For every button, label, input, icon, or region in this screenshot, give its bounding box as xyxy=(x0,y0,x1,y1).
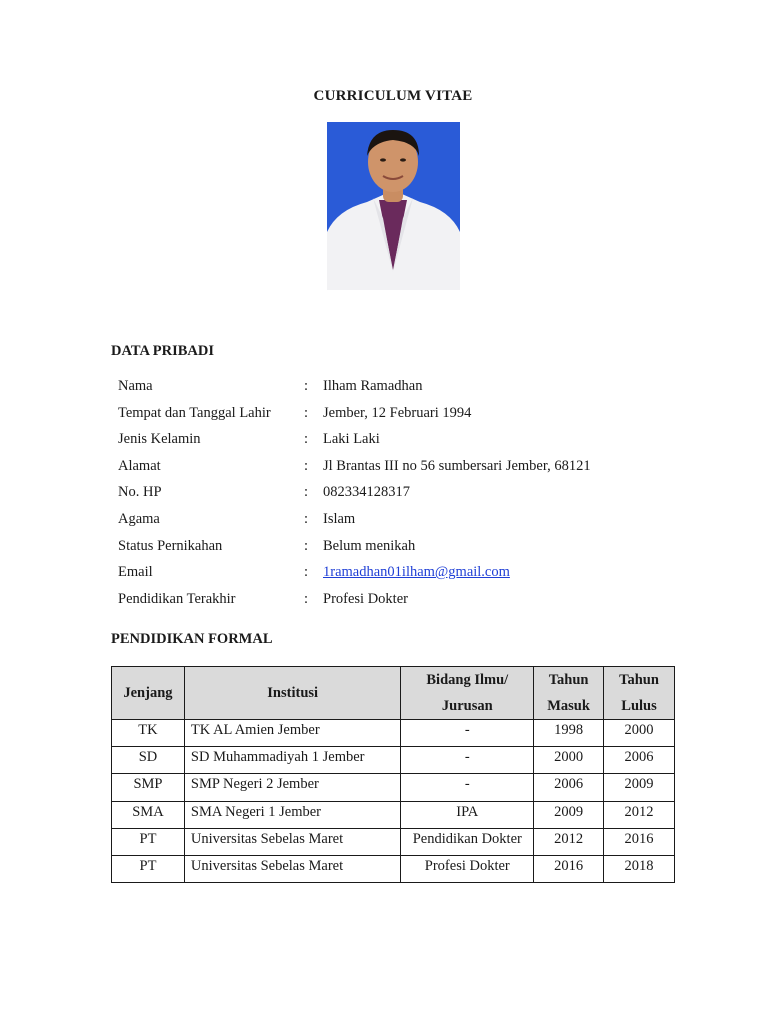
cell-masuk: 2006 xyxy=(534,774,604,801)
section-heading-formal-education: PENDIDIKAN FORMAL xyxy=(111,631,273,647)
colon: : xyxy=(304,457,309,474)
cell-institusi: SMP Negeri 2 Jember xyxy=(184,774,401,801)
header-masuk-line2: Masuk xyxy=(547,698,590,714)
cell-lulus: 2000 xyxy=(604,720,675,747)
cell-masuk: 2000 xyxy=(534,747,604,774)
header-tahun-masuk xyxy=(534,667,604,720)
profile-photo xyxy=(327,122,460,290)
colon: : xyxy=(304,537,309,554)
cell-masuk: 2016 xyxy=(534,855,604,882)
personal-label: Nama xyxy=(118,378,153,394)
cell-lulus: 2012 xyxy=(604,801,675,828)
header-tahun-lulus xyxy=(604,667,675,720)
cell-lulus: 2006 xyxy=(604,747,675,774)
personal-row-email xyxy=(118,561,678,588)
cell-institusi: TK AL Amien Jember xyxy=(184,720,401,747)
header-masuk-line1: Tahun xyxy=(548,672,589,688)
cell-jenjang: PT xyxy=(112,828,185,855)
cell-bidang: - xyxy=(401,720,534,747)
cell-bidang: IPA xyxy=(401,801,534,828)
cell-jenjang: PT xyxy=(112,855,185,882)
cell-bidang: Pendidikan Dokter xyxy=(401,828,534,855)
cell-bidang: Profesi Dokter xyxy=(401,855,534,882)
cell-lulus: 2016 xyxy=(604,828,675,855)
personal-label: Agama xyxy=(118,510,160,527)
personal-label: Pendidikan Terakhir xyxy=(118,590,236,607)
table-row xyxy=(112,774,675,801)
personal-row-name xyxy=(118,375,678,402)
colon: : xyxy=(304,431,309,448)
table-row xyxy=(112,747,675,774)
cell-masuk: 1998 xyxy=(534,720,604,747)
personal-label: Email xyxy=(118,564,153,581)
cell-lulus: 2009 xyxy=(604,774,675,801)
header-lulus-line1: Tahun xyxy=(619,672,659,688)
cell-masuk: 2012 xyxy=(534,828,604,855)
personal-value: Jl Brantas III no 56 sumbersari Jember, 68121 xyxy=(323,457,591,474)
personal-row-phone xyxy=(118,481,678,508)
personal-row-education xyxy=(118,588,678,615)
table-row xyxy=(112,801,675,828)
header-lulus-line2: Lulus xyxy=(621,698,657,714)
colon: : xyxy=(304,404,309,421)
cell-jenjang: TK xyxy=(112,720,185,747)
personal-value: 082334128317 xyxy=(323,484,410,501)
education-table xyxy=(111,666,675,883)
cell-bidang: - xyxy=(401,747,534,774)
personal-label: Tempat dan Tanggal Lahir xyxy=(118,404,271,421)
personal-row-address xyxy=(118,455,678,482)
cell-bidang: - xyxy=(401,774,534,801)
personal-row-religion xyxy=(118,508,678,535)
personal-value: Islam xyxy=(323,510,356,527)
personal-label: Alamat xyxy=(118,457,161,474)
cell-lulus: 2018 xyxy=(604,855,675,882)
cv-title: CURRICULUM VITAE xyxy=(313,88,473,104)
personal-value: Laki Laki xyxy=(323,431,380,448)
personal-data-list xyxy=(118,375,678,614)
cell-jenjang: SMP xyxy=(112,774,185,801)
colon: : xyxy=(304,484,309,501)
header-institusi: Institusi xyxy=(184,667,401,720)
table-header-row xyxy=(112,667,675,720)
personal-value: Ilham Ramadhan xyxy=(323,378,423,394)
personal-row-gender xyxy=(118,428,678,455)
colon: : xyxy=(304,564,309,581)
personal-row-birth xyxy=(118,402,678,429)
personal-value: Profesi Dokter xyxy=(323,590,408,607)
cell-institusi: SMA Negeri 1 Jember xyxy=(184,801,401,828)
cell-institusi: Universitas Sebelas Maret xyxy=(184,855,401,882)
personal-label: No. HP xyxy=(118,484,162,501)
colon: : xyxy=(304,378,309,394)
email-link[interactable]: 1ramadhan01ilham@gmail.com xyxy=(323,564,510,581)
header-bidang-line2: Jurusan xyxy=(441,698,493,714)
header-bidang-line1: Bidang Ilmu/ xyxy=(426,672,509,688)
cell-jenjang: SD xyxy=(112,747,185,774)
table-row xyxy=(112,828,675,855)
personal-row-marital xyxy=(118,535,678,562)
personal-value: Jember, 12 Februari 1994 xyxy=(323,404,472,421)
cell-masuk: 2009 xyxy=(534,801,604,828)
table-row xyxy=(112,855,675,882)
cell-jenjang: SMA xyxy=(112,801,185,828)
personal-label: Jenis Kelamin xyxy=(118,431,201,448)
cell-institusi: Universitas Sebelas Maret xyxy=(184,828,401,855)
section-heading-personal: DATA PRIBADI xyxy=(111,343,214,359)
personal-value: Belum menikah xyxy=(323,537,416,554)
header-bidang xyxy=(401,667,534,720)
colon: : xyxy=(304,510,309,527)
table-row xyxy=(112,720,675,747)
personal-label: Status Pernikahan xyxy=(118,537,223,554)
header-jenjang: Jenjang xyxy=(112,667,185,720)
colon: : xyxy=(304,590,309,607)
cell-institusi: SD Muhammadiyah 1 Jember xyxy=(184,747,401,774)
